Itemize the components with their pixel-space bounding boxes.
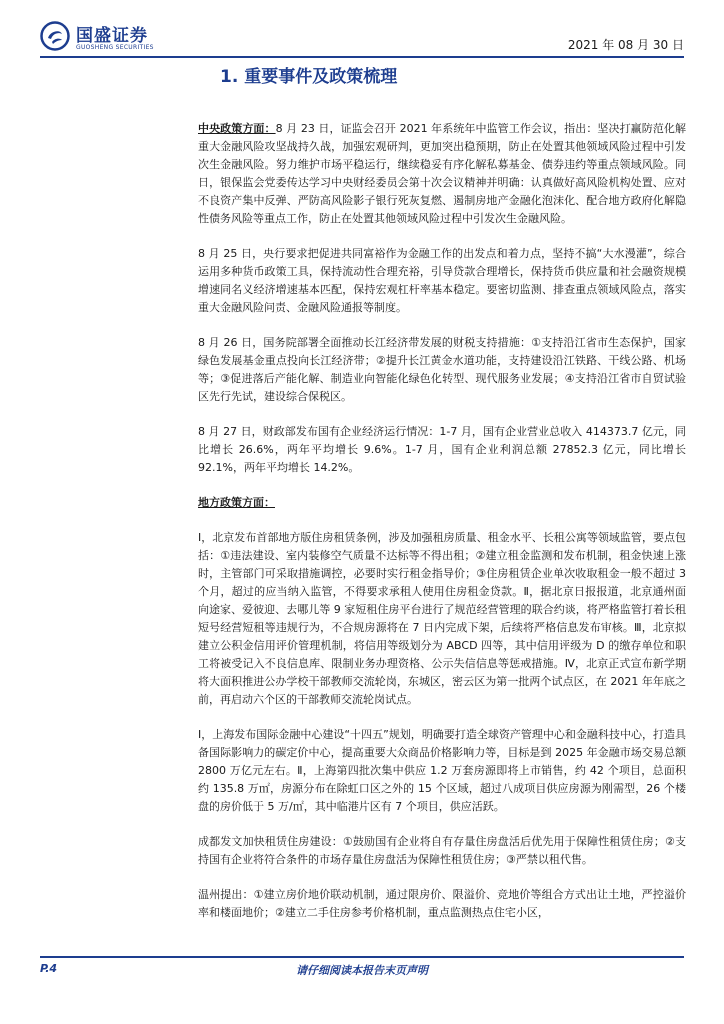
brand-logo-icon [40, 21, 70, 51]
brand-logo [40, 20, 200, 60]
page-number: P.4 [40, 962, 58, 975]
brand-name-en: GUOSHENG SECURITIES [76, 44, 154, 51]
local-policy-paragraph-shanghai: Ⅰ，上海发布国际金融中心建设“十四五”规划，明确要打造全球资产管理中心和金融科技中心，打造具备国际影响力的碳定价中心，提高重要大众商品价格影响力等，目标是到 2025 年金融市场交易总额 2800 万亿元左右。Ⅱ，上海第四批次集中供应 1.2 万套房源即将上市销售，约 42 个项目，总面积约 135.8 万㎡，房源分布在除虹口区之外的 15 个区域，超过八成项目供应房源为刚需型，26 个楼盘的房价低于 5 万/㎡，其中临港片区有 7 个项目，供应活跃。 [198, 728, 686, 813]
central-policy-paragraph-3: 8 月 26 日，国务院部署全面推动长江经济带发展的财税支持措施：①支持沿江省市生态保护，国家绿色发展基金重点投向长江经济带；②提升长江黄金水道功能，支持建设沿江铁路、干线公路、机场等；③促进落后产能化解、制造业向智能化绿色化转型、现代服务业发展；④支持沿江省市自贸试验区先行先试，建设综合保税区。 [198, 336, 686, 403]
footer-disclaimer: 请仔细阅读本报告末页声明 [296, 964, 428, 977]
page-header [0, 0, 724, 64]
report-date: 2021 年 08 月 30 日 [567, 38, 684, 52]
brand-name: 国盛证券 [76, 26, 148, 46]
central-policy-text-1: 8 月 23 日，证监会召开 2021 年系统年中监管工作会议，指出：坚决打赢防范化解重大金融风险攻坚战持久战，加强宏观研判，更加突出稳预期，防止在处置其他领域风险过程中引发次生金融风险。努力维护市场平稳运行，继续稳妥有序化解私募基金、债券违约等重点领域风险。同日，银保监会党委传达学习中央财经委员会第十次会议精神并明确：认真做好高风险机构处置、应对不良资产集中反弹、严防高风险影子银行死灰复燃、遏制房地产金融化泡沫化、配合地方政府化解隐性债务风险等重点工作，防止在处置其他领域风险过程中引发次生金融风险。 [198, 122, 686, 225]
footer-divider [40, 956, 684, 958]
central-policy-heading: 中央政策方面： [198, 122, 276, 135]
local-policy-paragraph-wenzhou: 温州提出：①建立房价地价联动机制，通过限房价、限溢价、竞地价等组合方式出让土地，严控溢价率和楼面地价；②建立二手住房参考价格机制，重点监测热点住宅小区， [198, 888, 686, 919]
central-policy-paragraph-2: 8 月 25 日，央行要求把促进共同富裕作为金融工作的出发点和着力点，坚持不搞“大水漫灌”，综合运用多种货币政策工具，保持流动性合理充裕，引导贷款合理增长，保持货币供应量和社会融资规模增速同名义经济增速基本匹配，保持宏观杠杆率基本稳定。要密切监测、排查重点领域风险点，落实重大金融风险问责、金融风险通报等制度。 [198, 247, 686, 314]
report-body [198, 120, 686, 939]
local-policy-paragraph-beijing: Ⅰ，北京发布首部地方版住房租赁条例，涉及加强租房质量、租金水平、长租公寓等领域监管，要点包括：①违法建设、室内装修空气质量不达标等不得出租；②建立租金监测和发布机制，租金快速上涨时，主管部门可采取措施调控，必要时实行租金指导价；③住房租赁企业单次收取租金一般不超过 3 个月，超过的应当纳入监管，不得要求承租人使用住房租金贷款。Ⅱ，据北京日报报道，北京通州面向途家、爱彼迎、去哪儿等 9 家短租住房平台进行了规范经营管理的联合约谈，将严格监管打着长租短号经营短租等违规行为，不合规房源将在 7 日内完成下架，后续将严格信息发布审核。Ⅲ，北京拟建立公积金信用评价管理机制，将信用等级划分为 ABCD 四等，其中信用评级为 D 的缴存单位和职工将被受记入不良信息库、限制业务办理资格、公示失信信息等惩戒措施。Ⅳ，北京正式宣布新学期将大面积推进公办学校干部教师交流轮岗，东城区，密云区为第一批两个试点区，在 2021 年年底之前，再启动六个区的干部教师交流轮岗试点。 [198, 531, 686, 706]
local-policy-paragraph-chengdu: 成都发文加快租赁住房建设：①鼓励国有企业将自有存量住房盘活后优先用于保障性租赁住房；②支持国有企业将符合条件的市场存量住房盘活为保障性租赁住房；③严禁以租代售。 [198, 835, 686, 866]
central-policy-paragraph-1 [198, 120, 686, 228]
section-title: 1. 重要事件及政策梳理 [220, 67, 398, 87]
local-policy-heading: 地方政策方面： [198, 496, 275, 509]
header-divider [40, 56, 684, 58]
central-policy-paragraph-4: 8 月 27 日，财政部发布国有企业经济运行情况：1-7 月，国有企业营业总收入 414373.7 亿元，同比增长 26.6%，两年平均增长 9.6%。1-7 月，国有企业利润总额 27852.3 亿元，同比增长 92.1%，两年平均增长 14.2%。 [198, 425, 686, 474]
